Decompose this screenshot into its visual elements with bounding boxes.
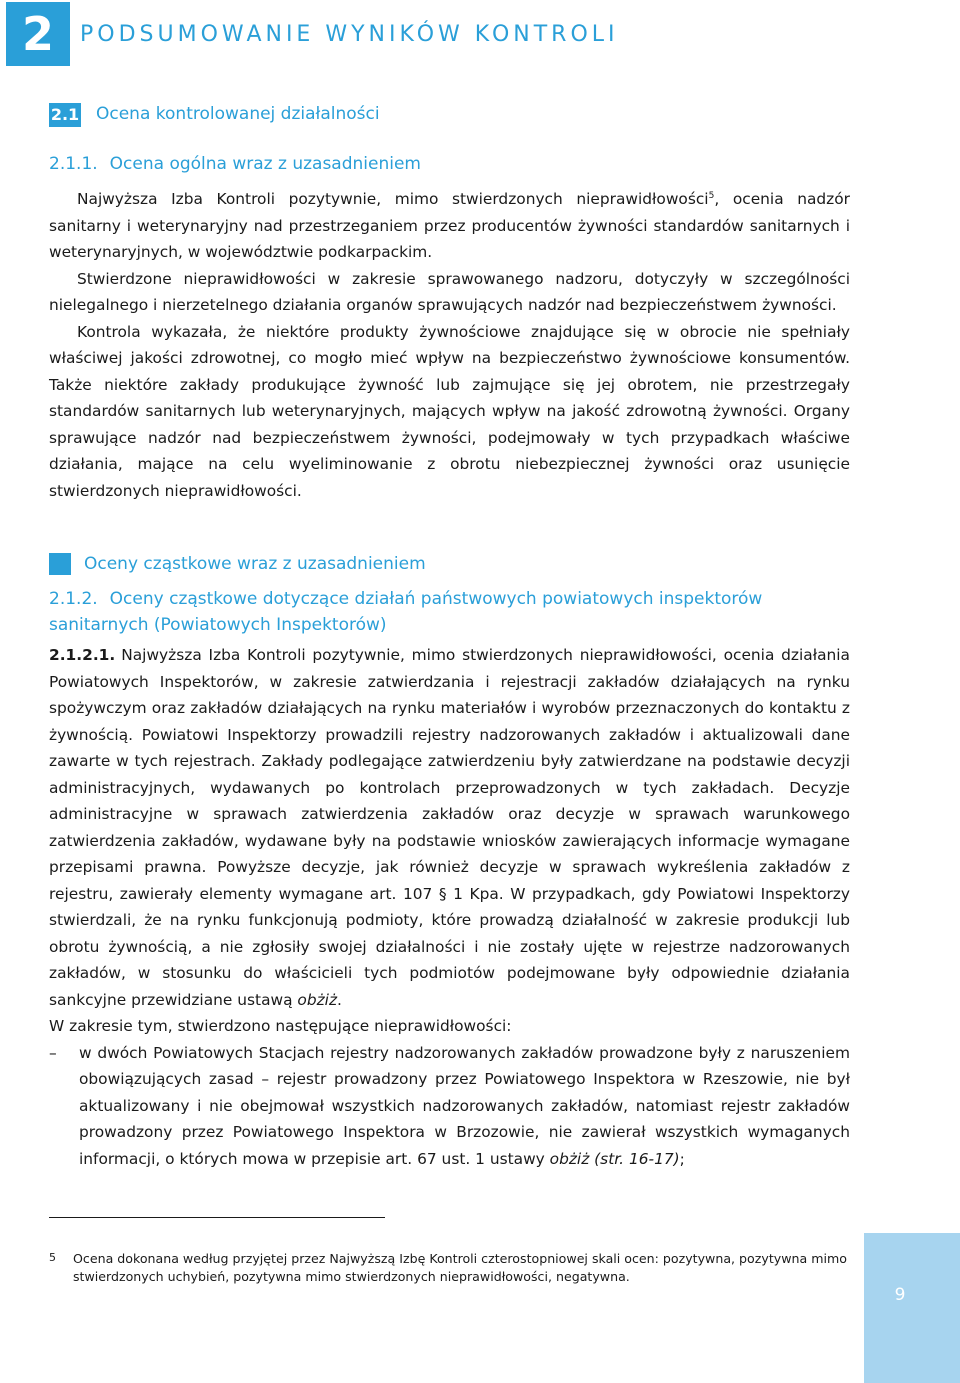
subsection-heading-1 [49, 154, 421, 174]
section-number-box: 2.1 [49, 103, 81, 127]
footnote-text: Ocena dokonana według przyjętej przez Najwyższą Izbę Kontroli czterostopniowej skali ocen: pozytywna, pozytywna mimo stwierdzonych uchybień, pozytywna mimo stwierdzonych nieprawidłowości, negatywna. [73, 1251, 847, 1284]
paragraph-2: Stwierdzone nieprawidłowości w zakresie sprawowanego nadzoru, dotyczyły w szczególności nielegalnego i nierzetelnego działania organów sprawujących nadzór nad bezpieczeństwem żywności. [49, 269, 850, 315]
general-assessment-body [49, 183, 850, 504]
chapter-title: PODSUMOWANIE WYNIKÓW KONTROLI [80, 22, 619, 47]
paragraph-4 [49, 642, 850, 1013]
text: . [337, 990, 342, 1009]
text: ; [679, 1149, 685, 1168]
italic-text: obżiż [297, 990, 338, 1009]
partial-assessments-heading: Oceny cząstkowe wraz z uzasadnieniem [84, 554, 426, 574]
italic-text: obżiż (str. 16-17) [549, 1149, 680, 1168]
footnote-ref: 5 [708, 191, 715, 201]
footnote-mark: 5 [49, 1251, 56, 1264]
paragraph-3: Kontrola wykazała, że niektóre produkty żywnościowe znajdujące się w obrocie nie spełniały właściwej jakości zdrowotnej, co mogło mieć wpływ na bezpieczeństwo żywnościowe konsumentów. Także niektóre zakłady produkujące żywność lub zajmujące się jej obrotem, nie przestrzegały standardów sanitarnych lub weterynaryjnych, mających wpływ na jakość zdrowotną żywności. Organy sprawujące nadzór nad bezpieczeństwem żywności, podejmowały w tych przypadkach właściwe działania, mające na celu wyeliminowanie z obrotu niebezpiecznej żywności oraz usunięcie stwierdzonych nieprawidłowości. [49, 322, 850, 500]
list-item [49, 1040, 850, 1173]
subsection-number: 2.1.1. [49, 154, 98, 174]
subsection-heading-2 [49, 586, 850, 638]
text: Najwyższa Izba Kontroli pozytywnie, mimo stwierdzonych nieprawidłowości, ocenia działania Powiatowych Inspektorów, w zakresie zatwierdzania i rejestracji zakładów działających na rynku spożywczym oraz zakładów działających na rynku materiałów i wyrobów przeznaczonych do kontaktu z żywnością. Powiatowi Inspektorzy prowadzili rejestry nadzorowanych zakładów i aktualizowali dane zawarte w tych rejestrach. Zakłady podlegające zatwierdzeniu były zatwierdzane na podstawie decyzji administracyjnych, wydawanych po kontrolach przeprowadzonych w tych zakładach. Decyzje administracyjne w sprawach zatwierdzenia zakładów oraz decyzje w sprawach warunkowego zatwierdzenia zakładów, wydawane były na podstawie wniosków zawierających informacje wymagane przepisami prawna. Powyższe decyzje, jak również decyzje w sprawach wykreślenia zakładów z rejestru, zawierały elementy wymagane art. 107 § 1 Kpa. W przypadkach, gdy Powiatowi Inspektorzy stwierdzali, że na rynku funkcjonują podmioty, które prowadzą działalność w zakresie produkcji lub obrotu żywnością, a nie zgłosiły swojej działalności i nie zostały ujęte w rejestrze nadzorowanych zakładów, w stosunku do właścicieli tych podmiotów podejmowane były odpowiednie działania sankcyjne przewidziane ustawą [49, 646, 850, 1009]
paragraph-5: W zakresie tym, stwierdzono następujące nieprawidłowości: [49, 1017, 512, 1035]
heading-square-marker [49, 553, 71, 575]
text: w dwóch Powiatowych Stacjach rejestry nadzorowanych zakładów prowadzone były z naruszeniem obowiązujących zasad – rejestr prowadzony przez Powiatowego Inspektora w Rzeszowie, nie był aktualizowany i nie obejmował wszystkich nadzorowanych zakładów, natomiast rejestr zakładów prowadzony przez Powiatowego Inspektora w Brzozowie, nie zawierał wszystkich wymaganych informacji, o których mowa w przepisie art. 67 ust. 1 ustawy [79, 1043, 850, 1168]
page-number-box [864, 1233, 960, 1383]
subsection-title: Oceny cząstkowe dotyczące działań państwowych powiatowych inspektorów sanitarnych (Powiatowych Inspektorów) [49, 589, 763, 635]
partial-assessment-body [49, 642, 850, 1172]
section-title: Ocena kontrolowanej działalności [96, 104, 380, 124]
footnote-divider [49, 1217, 385, 1218]
page-number: 9 [894, 1285, 906, 1305]
subsection-title: Ocena ogólna wraz z uzasadnieniem [109, 154, 421, 174]
chapter-number-box: 2 [6, 2, 70, 66]
list-dash: – [49, 1043, 57, 1062]
subsection-number: 2.1.2. [49, 589, 98, 609]
point-number: 2.1.2.1. [49, 646, 116, 664]
text: Najwyższa Izba Kontroli pozytywnie, mimo stwierdzonych nieprawidłowości [77, 190, 709, 209]
text: , ocenia nadzór sanitarny i weterynaryjny nad przestrzeganiem przez producentów żywności standardów sanitarnych i weterynaryjnych, w województwie podkarpackim. [49, 190, 851, 262]
paragraph-1 [49, 183, 850, 266]
